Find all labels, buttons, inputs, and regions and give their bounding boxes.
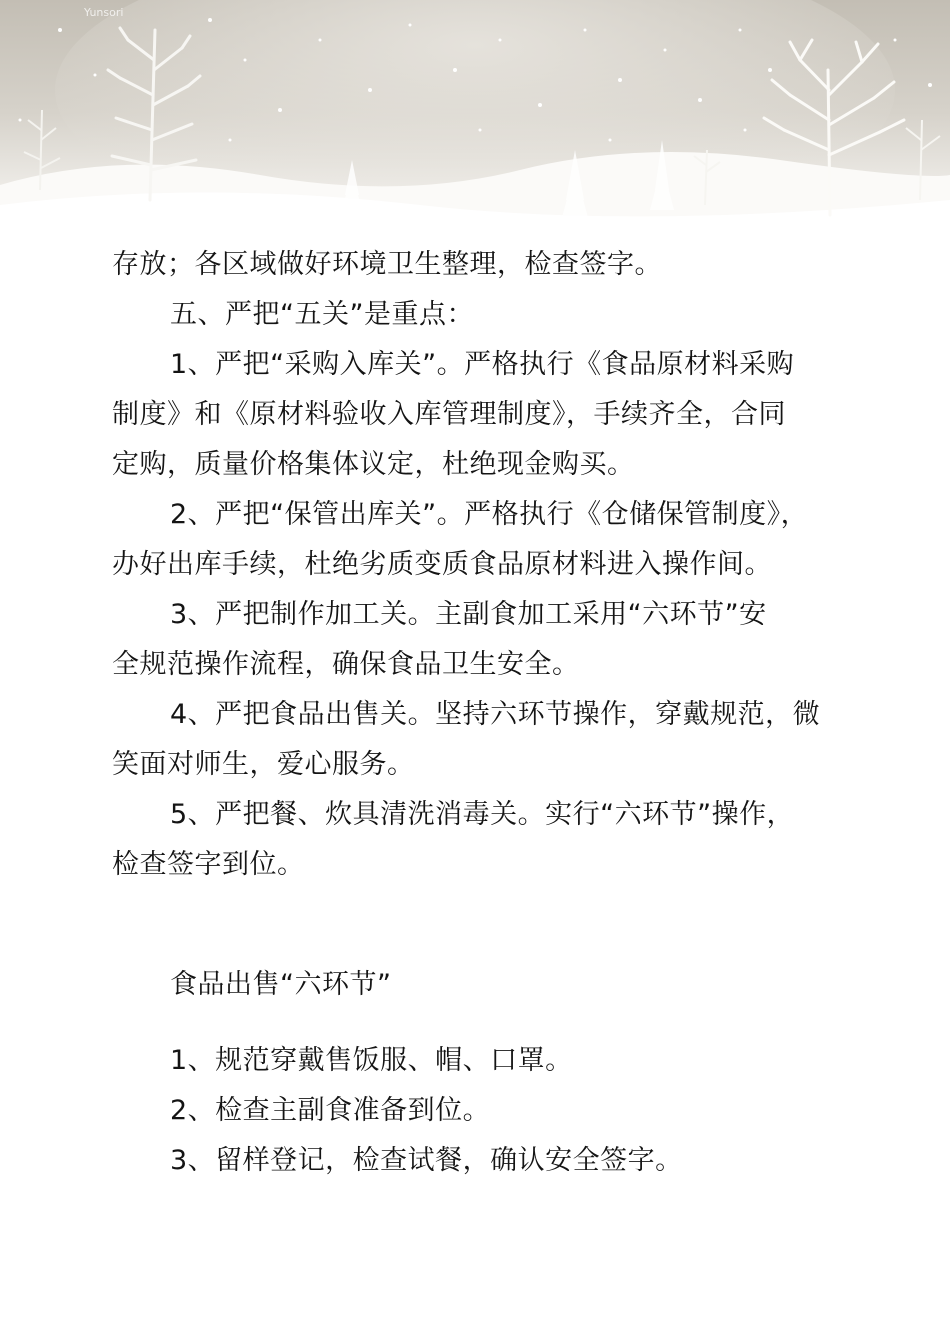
item-3-line: 全规范操作流程，确保食品卫生安全。 [112,649,580,680]
item-4-line: 笑面对师生，爱心服务。 [112,749,415,780]
step-item: 1、规范穿戴售饭服、帽、口罩。 [170,1045,573,1076]
step-item: 2、检查主副食准备到位。 [170,1095,491,1126]
item-2-line: 2、严把“保管出库关”。严格执行《仓储保管制度》， [170,499,809,530]
item-1-line: 定购，质量价格集体议定，杜绝现金购买。 [112,449,635,480]
watermark-text: Yunsori [84,6,124,19]
snowy-forest-illustration [0,0,950,250]
item-3-line: 3、严把制作加工关。主副食加工采用“六环节”安 [170,599,767,630]
item-4-line: 4、严把食品出售关。坚持六环节操作，穿戴规范，微 [170,699,821,730]
section-title: 食品出售“六环节” [170,969,392,1000]
item-2-line: 办好出库手续，杜绝劣质变质食品原材料进入操作间。 [112,549,772,580]
spacer [112,890,852,960]
item-1-line: 制度》和《原材料验收入库管理制度》，手续齐全，合同 [112,399,786,430]
spacer [112,1010,852,1036]
step-item: 3、留样登记，检查试餐，确认安全签字。 [170,1145,683,1176]
section-heading: 五、严把“五关”是重点： [170,299,474,330]
winter-header-image [0,0,950,250]
document-body [112,240,852,1186]
item-5-line: 5、严把餐、炊具清洗消毒关。实行“六环节”操作， [170,799,795,830]
item-1-line: 1、严把“采购入库关”。严格执行《食品原材料采购 [170,349,795,380]
item-5-line: 检查签字到位。 [112,849,305,880]
paragraph-line: 存放；各区域做好环境卫生整理，检查签字。 [112,249,662,280]
